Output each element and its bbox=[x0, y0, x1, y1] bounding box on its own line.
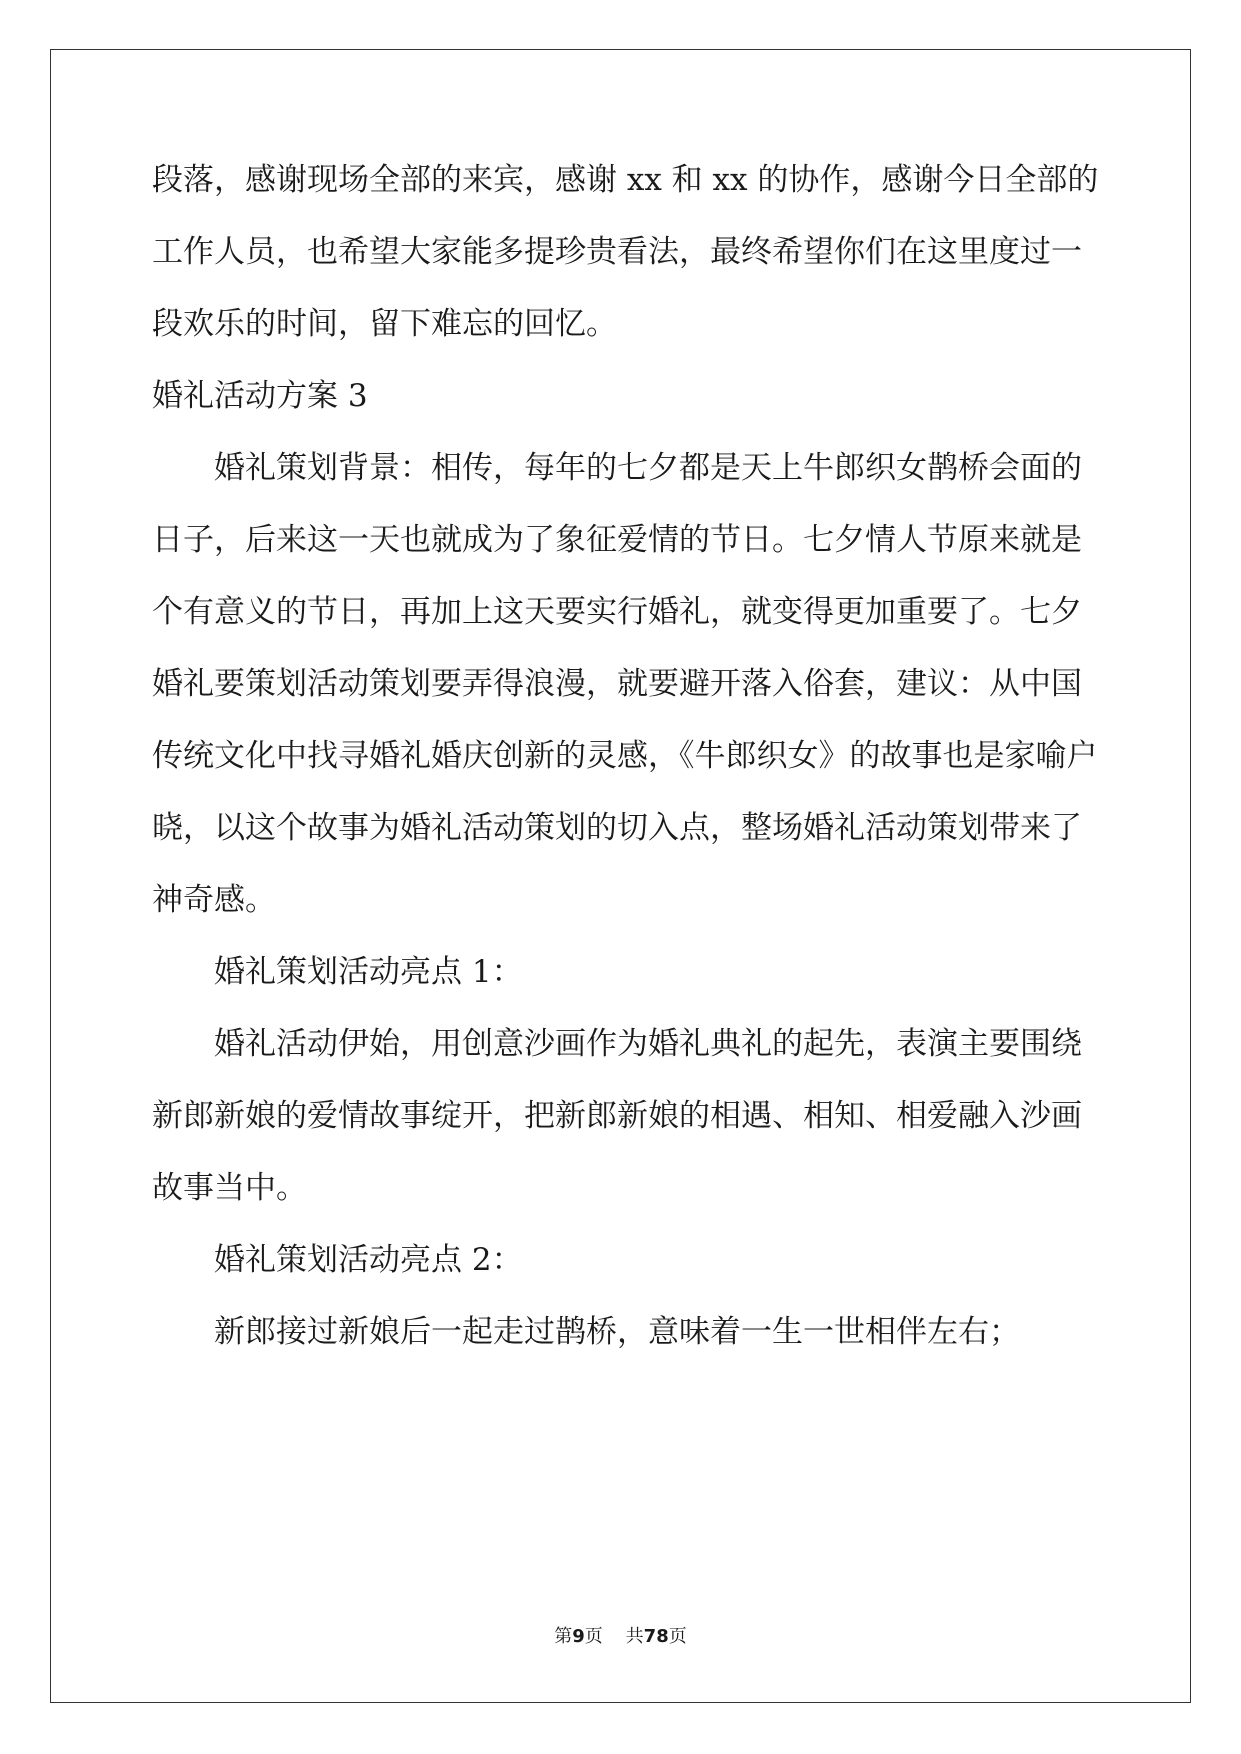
footer-page-suffix: 页 bbox=[584, 1626, 603, 1647]
text-line: 婚礼要策划活动策划要弄得浪漫，就要避开落入俗套，建议：从中国 bbox=[152, 666, 1082, 702]
text-line: 晓，以这个故事为婚礼活动策划的切入点，整场婚礼活动策划带来了 bbox=[152, 810, 1082, 846]
footer-total-suffix: 页 bbox=[668, 1626, 687, 1647]
text-line: 新郎新娘的爱情故事绽开，把新郎新娘的相遇、相知、相爱融入沙画 bbox=[152, 1098, 1082, 1134]
footer-total-prefix: 共 bbox=[625, 1626, 644, 1647]
total-page-count: 78 bbox=[643, 1626, 669, 1647]
subheading: 婚礼策划活动亮点 2： bbox=[214, 1242, 523, 1278]
text-line: 新郎接过新娘后一起走过鹊桥，意味着一生一世相伴左右； bbox=[214, 1314, 1020, 1350]
text-line: 传统文化中找寻婚礼婚庆创新的灵感，《牛郎织女》的故事也是家喻户 bbox=[152, 738, 1098, 774]
page-border bbox=[50, 49, 1191, 1703]
text-line: 婚礼策划背景：相传，每年的七夕都是天上牛郎织女鹊桥会面的 bbox=[214, 450, 1082, 486]
text-line: 故事当中。 bbox=[152, 1170, 307, 1206]
text-line: 婚礼活动伊始，用创意沙画作为婚礼典礼的起先，表演主要围绕 bbox=[214, 1026, 1082, 1062]
subheading: 婚礼策划活动亮点 1： bbox=[214, 954, 523, 990]
section-heading: 婚礼活动方案 3 bbox=[152, 378, 368, 414]
page-footer bbox=[0, 1625, 1241, 1649]
text-line: 神奇感。 bbox=[152, 882, 276, 918]
footer-prefix: 第 bbox=[554, 1626, 573, 1647]
text-line: 工作人员，也希望大家能多提珍贵看法，最终希望你们在这里度过一 bbox=[152, 234, 1082, 270]
text-line: 段欢乐的时间，留下难忘的回忆。 bbox=[152, 306, 617, 342]
current-page-number: 9 bbox=[572, 1626, 585, 1647]
text-line: 段落，感谢现场全部的来宾，感谢 xx 和 xx 的协作，感谢今日全部的 bbox=[152, 162, 1099, 198]
text-line: 个有意义的节日，再加上这天要实行婚礼，就变得更加重要了。七夕 bbox=[152, 594, 1082, 630]
text-line: 日子，后来这一天也就成为了象征爱情的节日。七夕情人节原来就是 bbox=[152, 522, 1082, 558]
